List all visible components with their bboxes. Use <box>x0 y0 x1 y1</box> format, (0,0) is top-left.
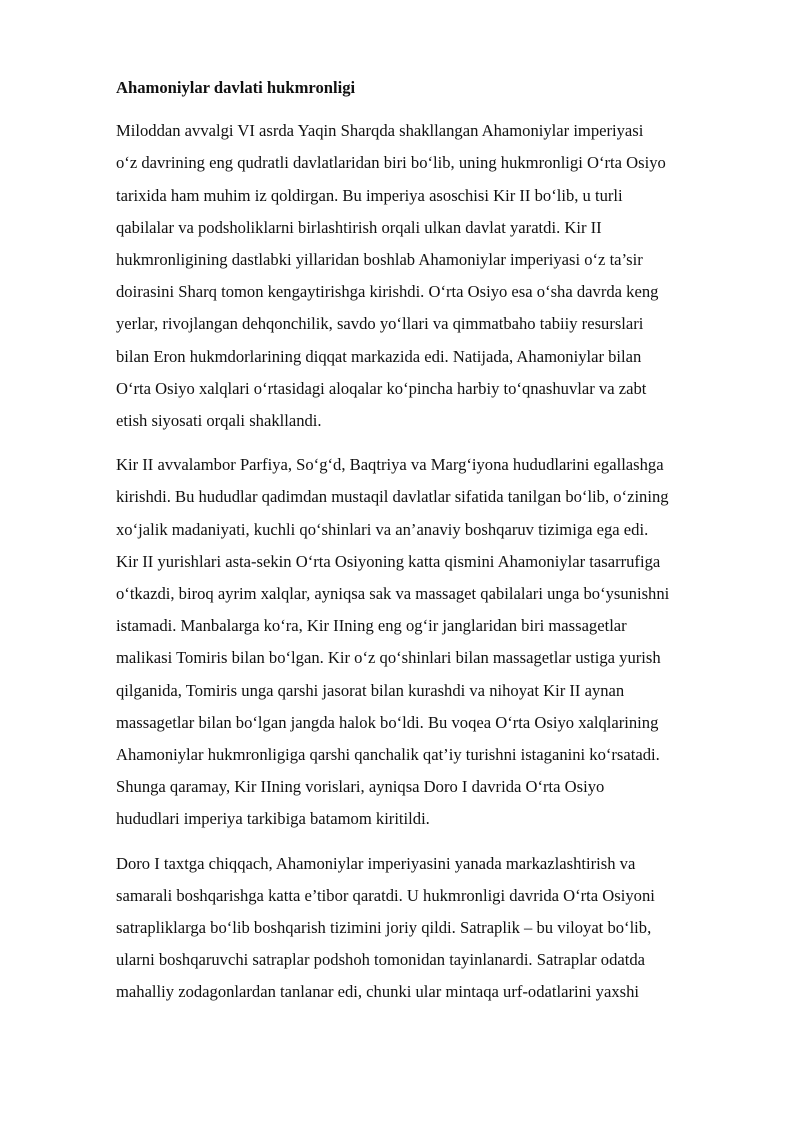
text-line: etish siyosati orqali shakllandi. <box>116 411 322 431</box>
text-line: o‘z davrining eng qudratli davlatlaridan biri bo‘lib, uning hukmronligi O‘rta Osiyo <box>116 153 666 173</box>
text-line: tarixida ham muhim iz qoldirgan. Bu imperiya asoschisi Kir II bo‘lib, u turli <box>116 185 623 205</box>
text-line: istamadi. Manbalarga ko‘ra, Kir IIning eng og‘ir janglaridan biri massagetlar <box>116 616 627 636</box>
text-line: hukmronligining dastlabki yillaridan boshlab Ahamoniylar imperiyasi o‘z ta’sir <box>116 250 643 270</box>
text-line: xo‘jalik madaniyati, kuchli qo‘shinlari va an’anaviy boshqaruv tizimiga ega edi. <box>116 519 649 539</box>
paragraph-2 <box>116 449 746 835</box>
text-line: Shunga qaramay, Kir IIning vorislari, ayniqsa Doro I davrida O‘rta Osiyo <box>116 777 605 797</box>
paragraph-1 <box>116 115 746 437</box>
text-line: qabilalar va podsholiklarni birlashtirish orqali ulkan davlat yaratdi. Kir II <box>116 217 602 237</box>
text-line: mahalliy zodagonlardan tanlanar edi, chunki ular mintaqa urf-odatlarini yaxshi <box>116 982 639 1002</box>
text-line: Ahamoniylar hukmronligiga qarshi qanchalik qat’iy turishni istaganini ko‘rsatadi. <box>116 745 660 765</box>
text-line: yerlar, rivojlangan dehqonchilik, savdo yo‘llari va qimmatbaho tabiiy resurslari <box>116 314 644 334</box>
paragraph-3 <box>116 848 746 1009</box>
text-line: hududlari imperiya tarkibiga batamom kiritildi. <box>116 809 430 829</box>
text-line: malikasi Tomiris bilan bo‘lgan. Kir o‘z qo‘shinlari bilan massagetlar ustiga yurish <box>116 648 661 668</box>
text-line: kirishdi. Bu hududlar qadimdan mustaqil davlatlar sifatida tanilgan bo‘lib, o‘zining <box>116 487 669 507</box>
text-line: ularni boshqaruvchi satraplar podshoh tomonidan tayinlanardi. Satraplar odatda <box>116 950 646 970</box>
text-line: o‘tkazdi, biroq ayrim xalqlar, ayniqsa sak va massaget qabilalari unga bo‘ysunishni <box>116 584 670 604</box>
text-line: Kir II avvalambor Parfiya, So‘g‘d, Baqtriya va Marg‘iyona hududlarini egallashga <box>116 455 664 475</box>
text-line: bilan Eron hukmdorlarining diqqat markazida edi. Natijada, Ahamoniylar bilan <box>116 346 642 366</box>
text-line: satrapliklarga bo‘lib boshqarish tizimini joriy qildi. Satraplik – bu viloyat bo‘lib, <box>116 918 652 938</box>
text-line: Doro I taxtga chiqqach, Ahamoniylar imperiyasini yanada markazlashtirish va <box>116 853 636 873</box>
text-line: massagetlar bilan bo‘lgan jangda halok bo‘ldi. Bu voqea O‘rta Osiyo xalqlarining <box>116 712 659 732</box>
text-line: O‘rta Osiyo xalqlari o‘rtasidagi aloqalar ko‘pincha harbiy to‘qnashuvlar va zabt <box>116 378 647 398</box>
text-line: qilganida, Tomiris unga qarshi jasorat bilan kurashdi va nihoyat Kir II aynan <box>116 680 625 700</box>
text-line: samarali boshqarishga katta e’tibor qaratdi. U hukmronligi davrida O‘rta Osiyoni <box>116 885 655 905</box>
document-page <box>116 72 746 1021</box>
text-line: doirasini Sharq tomon kengaytirishga kirishdi. O‘rta Osiyo esa o‘sha davrda keng <box>116 282 659 302</box>
document-title: Ahamoniylar davlati hukmronligi <box>116 78 356 97</box>
text-line: Miloddan avvalgi VI asrda Yaqin Sharqda shakllangan Ahamoniylar imperiyasi <box>116 121 644 141</box>
text-line: Kir II yurishlari asta-sekin O‘rta Osiyoning katta qismini Ahamoniylar tasarrufiga <box>116 551 661 571</box>
